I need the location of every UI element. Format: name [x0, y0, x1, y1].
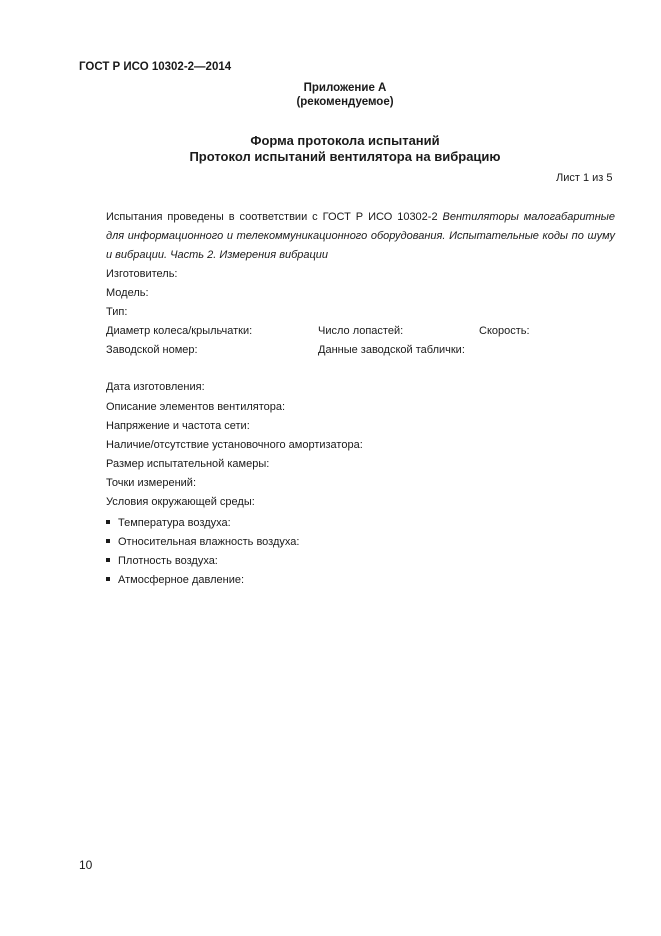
field-model: Модель: [106, 287, 149, 299]
annex-status: (рекомендуемое) [296, 96, 394, 108]
list-item [106, 555, 218, 567]
intro-standard-title: Вентиляторы малогабаритные для информационного и телекоммуникационного оборудования. Испытательные коды по шуму и вибрации. Часть 2. Измерения вибрации [106, 211, 615, 261]
list-item [106, 536, 299, 548]
field-shock-absorber: Наличие/отсутствие установочного амортизатора: [106, 439, 363, 451]
list-item [106, 574, 244, 586]
intro-paragraph [106, 208, 615, 265]
env-item-label: Атмосферное давление: [118, 574, 245, 586]
field-type: Тип: [106, 306, 128, 318]
field-manufacture-date: Дата изготовления: [106, 381, 205, 393]
field-environment: Условия окружающей среды: [106, 496, 255, 508]
field-wheel-diameter: Диаметр колеса/крыльчатки: [106, 325, 253, 337]
field-measurement-points: Точки измерений: [106, 477, 197, 489]
bullet-icon [106, 577, 110, 581]
bullet-icon [106, 558, 110, 562]
env-item-label: Относительная влажность воздуха: [118, 536, 300, 548]
field-nameplate-data: Данные заводской таблички: [318, 344, 465, 356]
page-number: 10 [79, 858, 93, 872]
list-item [106, 517, 231, 529]
env-item-label: Температура воздуха: [118, 517, 231, 529]
field-elements-description: Описание элементов вентилятора: [106, 401, 286, 413]
protocol-title: Протокол испытаний вентилятора на вибрацию [189, 149, 501, 164]
bullet-icon [106, 539, 110, 543]
form-title: Форма протокола испытаний [250, 133, 440, 148]
field-speed: Скорость: [479, 325, 530, 337]
field-voltage-frequency: Напряжение и частота сети: [106, 420, 250, 432]
document-header: ГОСТ Р ИСО 10302-2—2014 [79, 61, 232, 73]
field-chamber-size: Размер испытательной камеры: [106, 458, 270, 470]
annex-title: Приложение А [303, 82, 387, 94]
intro-text: Испытания проведены в соответствии с ГОСТ Р ИСО 10302-2 [106, 211, 443, 223]
field-blade-count: Число лопастей: [318, 325, 404, 337]
field-manufacturer: Изготовитель: [106, 268, 178, 280]
bullet-icon [106, 520, 110, 524]
env-item-label: Плотность воздуха: [118, 555, 218, 567]
field-serial-number: Заводской номер: [106, 344, 198, 356]
sheet-counter: Лист 1 из 5 [556, 172, 613, 184]
